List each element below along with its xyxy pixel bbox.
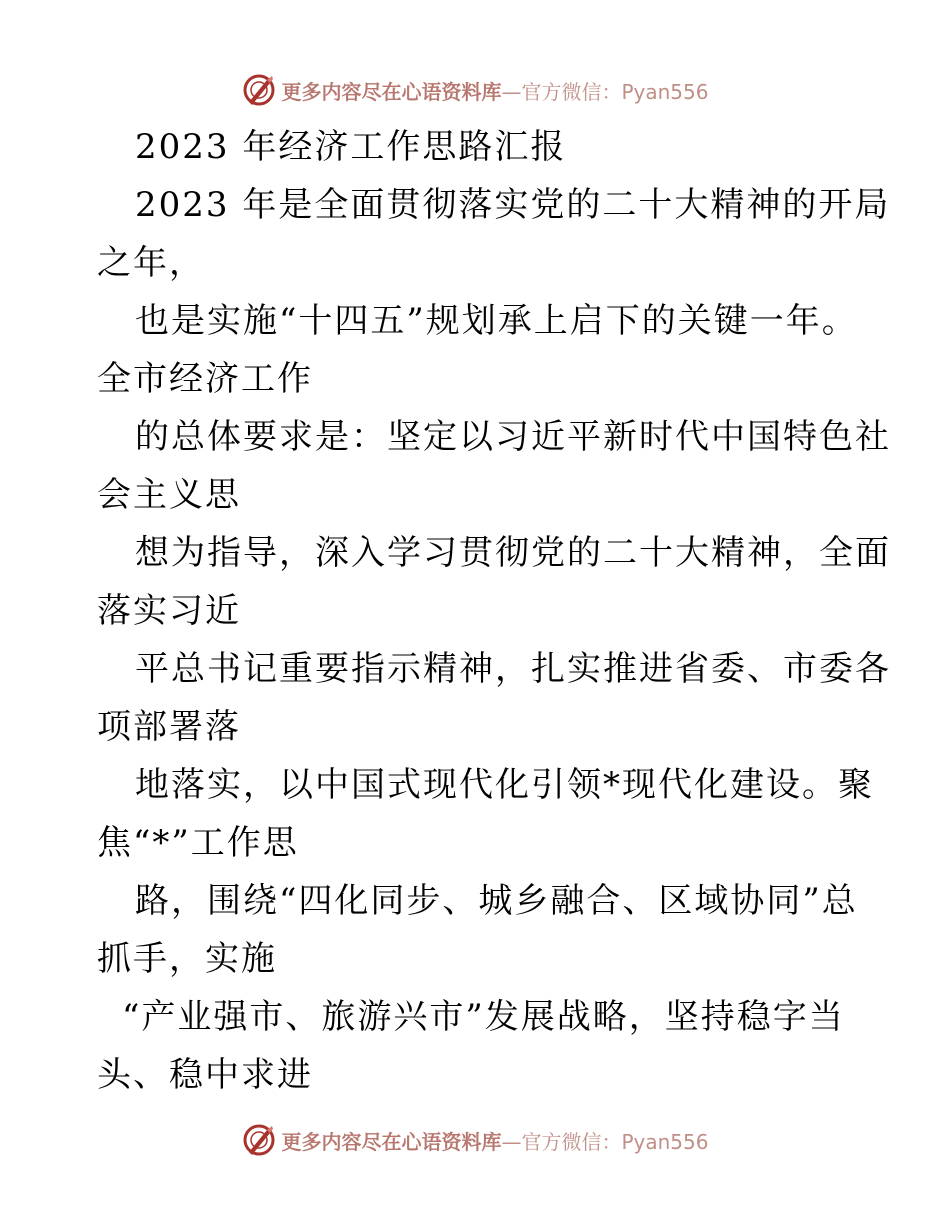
banner-text [281,1126,708,1155]
banner-text-tail: 官方微信：Pyan556 [521,79,709,104]
paragraph-line: 地落实，以中国式现代化引领*现代化建设。聚 [135,765,874,805]
paragraph-line: 项部署落 [97,707,241,747]
pen-logo-icon [241,1122,277,1158]
banner-text-dash: — [501,1129,522,1154]
paragraph-line: 也是实施“十四五”规划承上启下的关键一年。 [135,301,858,341]
banner-text-main: 更多内容尽在心语资料库 [281,79,502,104]
paragraph-line: 焦“*”工作思 [97,823,299,863]
paragraph-line: 的总体要求是：坚定以习近平新时代中国特色社 [135,417,891,457]
paragraph-line: 全市经济工作 [97,359,313,399]
paragraph-line: 头、稳中求进 [97,1055,313,1095]
document-title: 2023 年经济工作思路汇报 [135,127,567,167]
banner-text [281,76,708,105]
pen-logo-icon [241,72,277,108]
footer-banner [0,1120,950,1160]
paragraph-line: 路，围绕“四化同步、城乡融合、区域协同”总 [135,881,858,921]
paragraph-line: 想为指导，深入学习贯彻党的二十大精神，全面 [135,533,891,573]
banner-text-tail: 官方微信：Pyan556 [521,1129,709,1154]
paragraph-line: 平总书记重要指示精神，扎实推进省委、市委各 [135,649,891,689]
header-banner [0,70,950,110]
banner-text-dash: — [501,79,522,104]
paragraph-line: 抓手，实施 [97,939,277,979]
paragraph-line: 2023 年是全面贯彻落实党的二十大精神的开局 [135,185,891,225]
paragraph-line: 之年， [97,243,205,283]
paragraph-line: “产业强市、旅游兴市”发展战略，坚持稳字当 [122,997,845,1037]
banner-text-main: 更多内容尽在心语资料库 [281,1129,502,1154]
paragraph-line: 落实习近 [97,591,241,631]
paragraph-line: 会主义思 [97,475,241,515]
